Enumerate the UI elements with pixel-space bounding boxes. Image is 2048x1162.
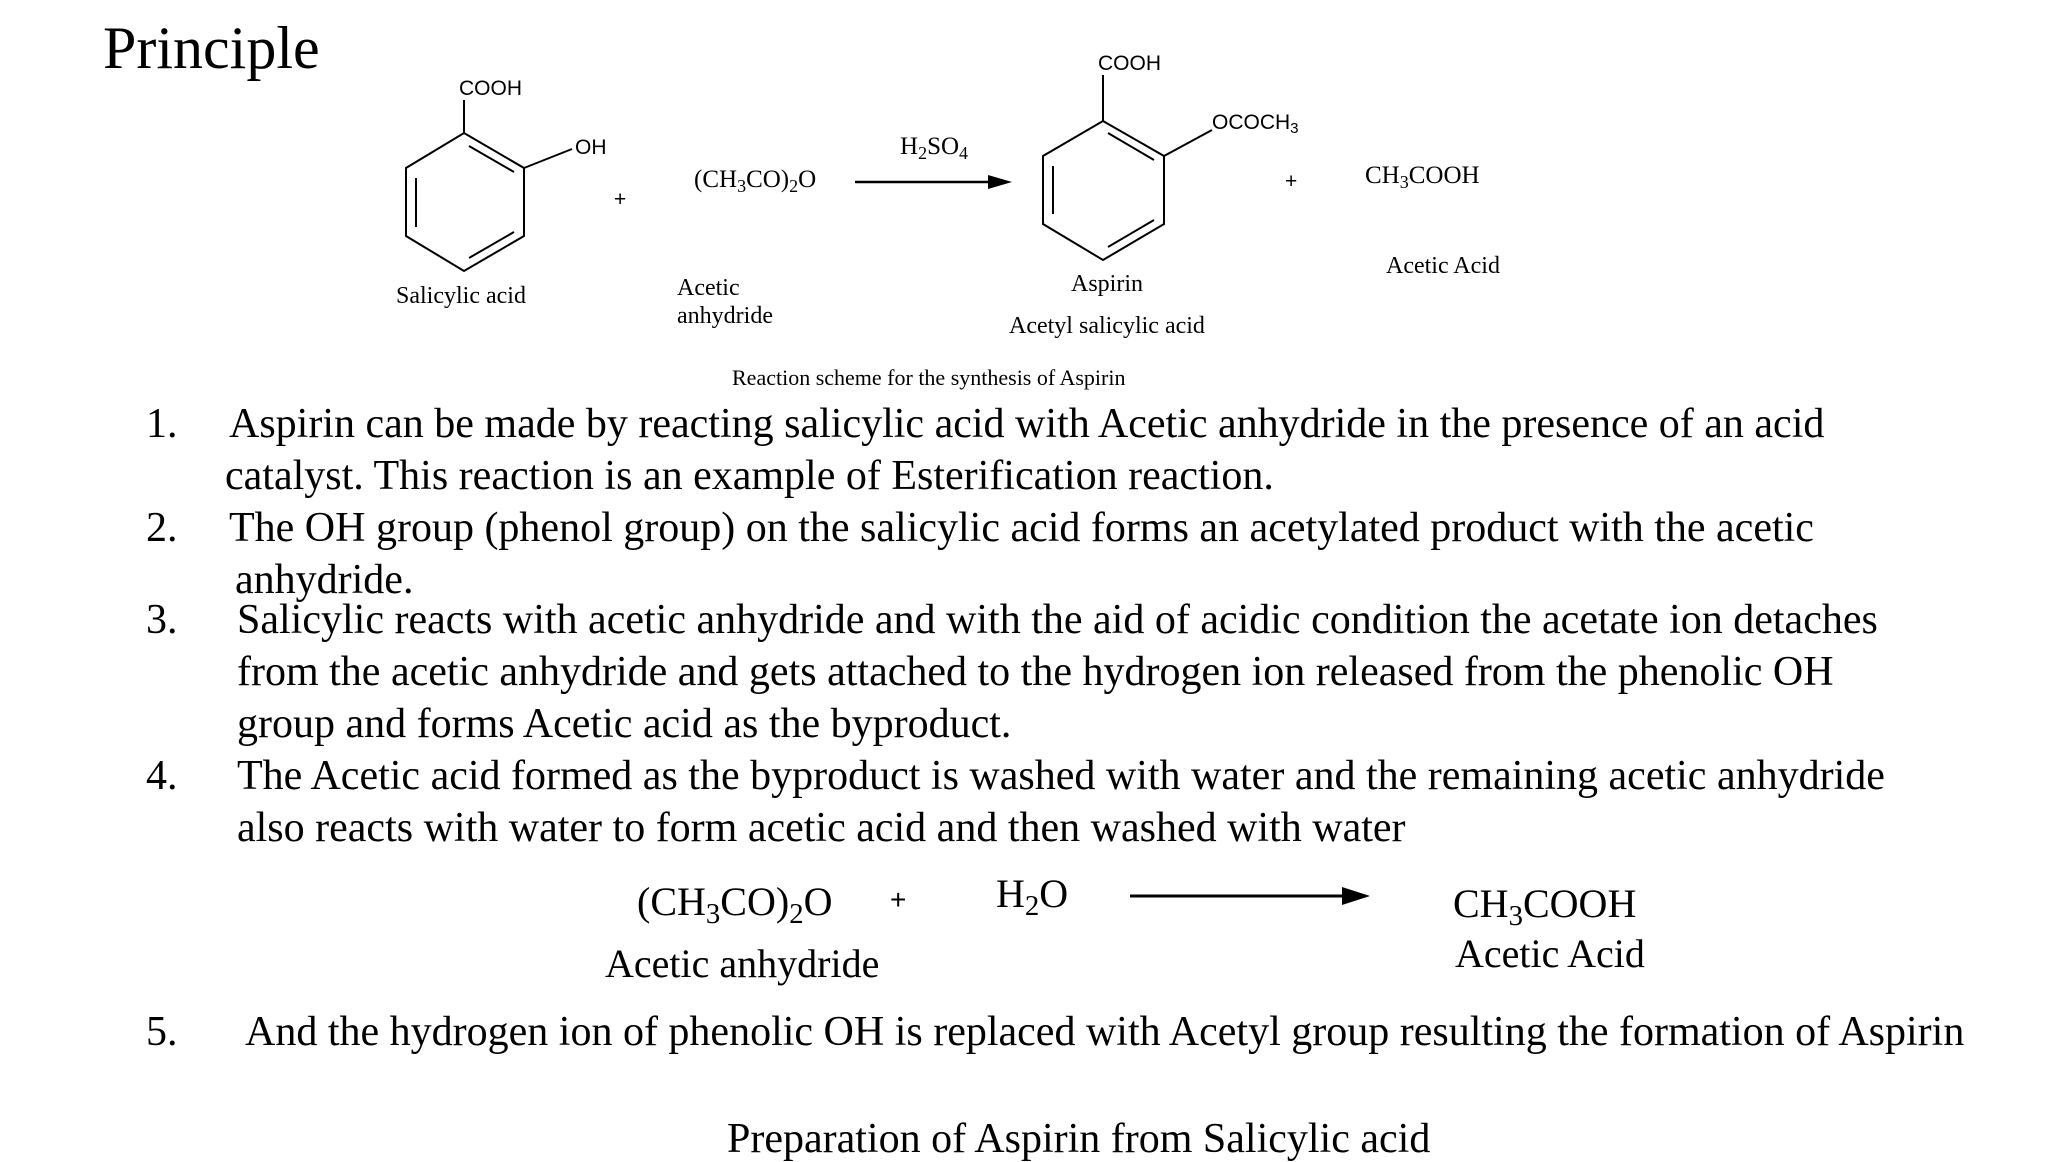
aspirin-alt-name: Acetyl salicylic acid — [1009, 313, 1205, 339]
salicylic-oh-label: OH — [575, 136, 607, 159]
step-number: 5. — [146, 1009, 178, 1055]
salicylic-cooh-label: COOH — [459, 77, 522, 100]
acetic-acid-formula: $CH_3COOH$ — [1365, 162, 1480, 193]
step-number: 3. — [146, 597, 178, 643]
plus-sign: + — [614, 188, 627, 211]
acetic-anhydride-formula: $(CH_3CO)_2O$ — [694, 166, 817, 197]
step-line: catalyst. This reaction is an example of Esterification reaction. — [225, 453, 1274, 499]
aspirin-name: Aspirin — [1071, 271, 1143, 297]
step-line: group and forms Acetic acid as the byproduct. — [237, 701, 1012, 747]
plus-sign: + — [1285, 170, 1298, 193]
reaction-arrow — [855, 175, 1012, 189]
salicylic-acid-name: Salicylic acid — [396, 283, 526, 309]
step-line: The Acetic acid formed as the byproduct is washed with water and the remaining acetic anhydride — [237, 753, 1885, 799]
step-line: Salicylic reacts with acetic anhydride and with the aid of acidic condition the acetate ion detaches — [237, 597, 1878, 643]
step-line: also reacts with water to form acetic acid and then washed with water — [237, 805, 1406, 851]
eq2-anhydride-formula: $(CH_3CO)_2O$ — [637, 879, 833, 931]
acetic-anhydride-name-line1: Acetic — [677, 275, 740, 301]
acetic-acid-name: Acetic Acid — [1386, 253, 1500, 279]
catalyst-label: $H_2SO_4$ — [900, 133, 969, 164]
aspirin-cooh-label: COOH — [1098, 52, 1161, 75]
eq2-product-name: Acetic Acid — [1455, 931, 1645, 976]
salicylic-acid-ring — [406, 100, 572, 271]
step-line: anhydride. — [235, 557, 414, 603]
acetic-anhydride-name-line2: anhydride — [677, 303, 773, 329]
eq2-plus-sign: + — [890, 884, 907, 915]
step-number: 2. — [146, 505, 178, 551]
step-line: The OH group (phenol group) on the salicylic acid forms an acetylated product with the acetic — [229, 505, 1814, 551]
aspirin-ococh3-label: $OCOCH_3$ — [1212, 111, 1299, 138]
aspirin-ring — [1043, 75, 1212, 260]
eq2-anhydride-name: Acetic anhydride — [605, 941, 880, 986]
hydrolysis-arrow — [1130, 887, 1370, 905]
step-number: 1. — [146, 401, 178, 447]
step-number: 4. — [146, 753, 178, 799]
page-caption: Preparation of Aspirin from Salicylic acid — [727, 1116, 1431, 1162]
step-line: from the acetic anhydride and gets attached to the hydrogen ion released from the phenolic OH — [237, 649, 1834, 695]
page-title: Principle — [103, 15, 320, 81]
step-line: Aspirin can be made by reacting salicylic acid with Acetic anhydride in the presence of an acid — [229, 401, 1825, 447]
step-line: And the hydrogen ion of phenolic OH is replaced with Acetyl group resulting the formation of Aspirin — [245, 1009, 1965, 1055]
eq2-product-formula: $CH_3COOH$ — [1453, 881, 1637, 933]
eq2-water-formula: $H_2O$ — [996, 871, 1069, 923]
scheme-caption: Reaction scheme for the synthesis of Aspirin — [732, 365, 1126, 390]
